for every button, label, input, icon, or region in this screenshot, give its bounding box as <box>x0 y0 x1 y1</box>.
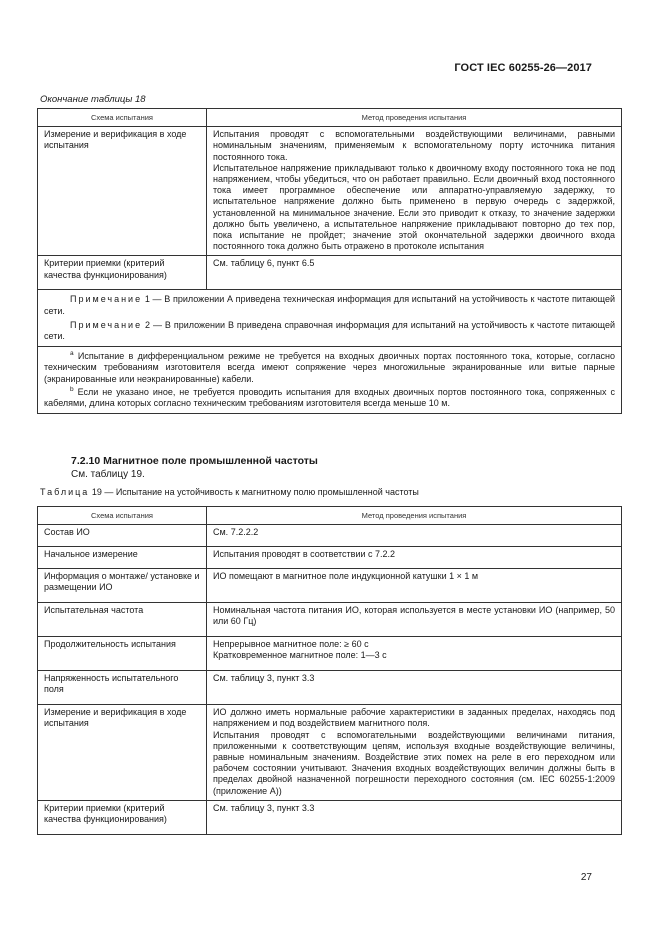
note-text: 2 — В приложении В приведена справочная информация для испытаний на устойчивость к частоте питающей сети. <box>44 319 615 342</box>
table-row <box>38 637 622 671</box>
table-19 <box>37 506 622 835</box>
caption-text: 19 — Испытание на устойчивость к магнитному полю промышленной частоты <box>91 487 419 497</box>
method-paragraph: Испытания проводят с вспомогательными воздействующими величинами, равными номинальным значениям, применяемым к вспомогательному порту источника питания постоянного тока. <box>213 129 615 162</box>
table-row <box>38 569 622 603</box>
method-paragraph: ИО должно иметь нормальные рабочие характеристики в заданных пределах, находясь под напряжением и под воздействием магнитного поля. <box>213 707 615 729</box>
scheme-cell: Состав ИО <box>38 525 207 547</box>
table-header-row <box>38 109 622 127</box>
method-cell <box>207 525 622 547</box>
method-cell <box>207 127 622 256</box>
table-row <box>38 127 622 256</box>
note-label: Примечание <box>70 319 143 330</box>
document-code: ГОСТ IEC 60255-26—2017 <box>454 62 592 74</box>
table-row <box>38 547 622 569</box>
method-paragraph: См. таблицу 3, пункт 3.3 <box>213 673 315 684</box>
column-header-method: Метод проведения испытания <box>207 507 622 525</box>
method-cell <box>207 705 622 801</box>
method-paragraph: Испытания проводят с вспомогательными воздействующими величинами питания, приложенными к соответствующим цепям, используя входные воздействующие величины, равные номинальным значениям. Воздействие этих помех на реле в его переходном или рабочем состоянии учитывают. Значения входных воздействующих величин должны быть в пределах двойной назначенной погрешности переходного состояния (см. IEC 60255-1:2009 (приложение А)) <box>213 729 615 796</box>
method-cell <box>207 637 622 671</box>
column-header-scheme: Схема испытания <box>38 109 207 127</box>
scheme-cell: Напряженность испытательного поля <box>38 671 207 705</box>
footnotes-row <box>38 347 622 414</box>
scheme-cell: Испытательная частота <box>38 603 207 637</box>
caption-label: Таблица <box>40 487 90 497</box>
method-cell <box>207 256 622 290</box>
scheme-cell: Измерение и верификация в ходе испытания <box>38 127 207 256</box>
scheme-cell: Критерии приемки (критерий качества функционирования) <box>38 256 207 290</box>
note-text: 1 — В приложении А приведена техническая информация для испытаний на устойчивость к частоте питающей сети. <box>44 294 615 316</box>
method-paragraph: См. таблицу 3, пункт 3.3 <box>213 802 315 813</box>
table-row <box>38 603 622 637</box>
column-header-method: Метод проведения испытания <box>207 109 622 127</box>
footnote-b <box>44 387 615 409</box>
note-1 <box>44 294 615 316</box>
table-header-row <box>38 507 622 525</box>
scheme-cell: Начальное измерение <box>38 547 207 569</box>
notes-cell <box>38 290 622 347</box>
table-continuation-caption: Окончание таблицы 18 <box>40 94 146 105</box>
scheme-cell: Критерии приемки (критерий качества функционирования) <box>38 800 207 834</box>
table-row <box>38 705 622 801</box>
table-row <box>38 256 622 290</box>
footnote-mark: b <box>70 385 74 393</box>
method-paragraph: См. 7.2.2.2 <box>213 527 259 538</box>
footnote-text: Если не указано иное, не требуется проводить испытания для входных двоичных портов постоянного тока, сопряженных с кабелями, длина которых согласно техническим требованиям изготовителя всегда меньше 10 м. <box>44 386 615 409</box>
method-cell <box>207 800 622 834</box>
scheme-cell: Измерение и верификация в ходе испытания <box>38 705 207 801</box>
method-paragraph: Испытательное напряжение прикладывают только к двоичному входу постоянного тока не под напряжением, чтобы убедиться, что он работает правильно. Если двоичный вход постоянного тока имеет программное обеспечение или аппаратно-управляемую задержку, то испытательное напряжение должно быть применено в первую очередь с задержкой, установленной на минимальное значение. Если это приводит к отказу, то значение задержки должно быть увеличено, а испытательное напряжение прикладывают повторно до тех пор, пока испытание не пройдет; значение этой окончательной задержки двоичного входа постоянного тока должно быть отражено в протоколе испытания <box>213 162 615 252</box>
footnotes-cell <box>38 347 622 414</box>
section-reference: См. таблицу 19. <box>71 469 145 480</box>
table-row <box>38 525 622 547</box>
footnote-a <box>44 351 615 385</box>
table-row <box>38 671 622 705</box>
method-paragraph: Непрерывное магнитное поле: ≥ 60 с <box>213 639 369 650</box>
method-cell <box>207 603 622 637</box>
method-paragraph: ИО помещают в магнитное поле индукционной катушки 1 × 1 м <box>213 571 479 582</box>
table-18 <box>37 108 622 414</box>
note-2 <box>44 320 615 342</box>
notes-row <box>38 290 622 347</box>
method-paragraph: См. таблицу 6, пункт 6.5 <box>213 258 315 269</box>
footnote-mark: a <box>70 350 74 358</box>
method-paragraph: Испытания проводят в соответствии с 7.2.2 <box>213 549 396 560</box>
method-cell <box>207 569 622 603</box>
section-heading: 7.2.10 Магнитное поле промышленной частоты <box>71 455 318 467</box>
method-paragraph: Номинальная частота питания ИО, которая используется в месте установки ИО (например, 50 или 60 Гц) <box>213 605 615 627</box>
method-paragraph: Кратковременное магнитное поле: 1—3 с <box>213 650 387 661</box>
method-cell <box>207 547 622 569</box>
table-19-caption <box>40 487 419 497</box>
note-label: Примечание <box>70 294 143 305</box>
column-header-scheme: Схема испытания <box>38 507 207 525</box>
page-number: 27 <box>580 872 592 883</box>
scheme-cell: Продолжительность испытания <box>38 637 207 671</box>
scheme-cell: Информация о монтаже/ установке и размещении ИО <box>38 569 207 603</box>
method-cell <box>207 671 622 705</box>
table-row <box>38 800 622 834</box>
footnote-text: Испытание в дифференциальном режиме не требуется на входных двоичных портах постоянного тока, которые, согласно техническим требованиям изготовителя всегда имеют сопряжение через многожильные экранированные или витые парные (экранированные или неэкранированные) кабели. <box>44 351 615 384</box>
